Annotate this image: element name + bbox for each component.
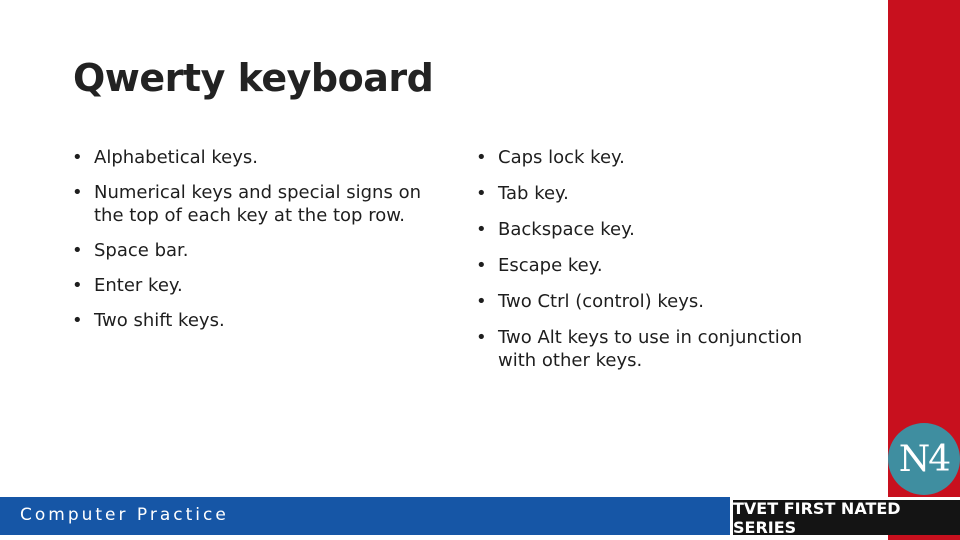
bullet-text: Numerical keys and special signs on the top of each key at the top row.	[94, 182, 421, 226]
bullet-item	[476, 290, 806, 313]
course-title: Computer Practice	[20, 505, 229, 525]
left-column	[72, 146, 422, 344]
right-column	[476, 146, 806, 385]
bullet-item	[476, 254, 806, 277]
bullet-item	[476, 218, 806, 241]
bullet-icon: •	[72, 310, 83, 331]
bullet-icon: •	[476, 183, 487, 204]
bullet-item	[72, 239, 422, 262]
bullet-icon: •	[476, 219, 487, 240]
bullet-icon: •	[72, 147, 83, 168]
left-bullet-list	[72, 146, 422, 332]
bullet-text: Two Ctrl (control) keys.	[498, 291, 704, 312]
bullet-item	[72, 146, 422, 169]
bullet-text: Alphabetical keys.	[94, 147, 258, 168]
bullet-item	[476, 326, 806, 372]
bullet-icon: •	[476, 147, 487, 168]
bullet-icon: •	[476, 291, 487, 312]
bullet-text: Tab key.	[498, 183, 569, 204]
bullet-text: Two shift keys.	[94, 310, 225, 331]
series-badge: TVET FIRST NATED SERIES	[730, 497, 960, 535]
bullet-icon: •	[72, 240, 83, 261]
bullet-icon: •	[72, 182, 83, 203]
right-bullet-list	[476, 146, 806, 372]
bullet-icon: •	[476, 255, 487, 276]
bullet-item	[476, 146, 806, 169]
bullet-item	[476, 182, 806, 205]
bullet-item	[72, 309, 422, 332]
bullet-item	[72, 274, 422, 297]
bullet-text: Space bar.	[94, 240, 189, 261]
slide-title: Qwerty keyboard	[73, 56, 434, 100]
bullet-icon: •	[476, 327, 487, 348]
bullet-item	[72, 181, 422, 227]
bullet-text: Enter key.	[94, 275, 183, 296]
bullet-text: Two Alt keys to use in conjunction with other keys.	[498, 327, 803, 371]
bullet-text: Backspace key.	[498, 219, 635, 240]
bullet-text: Caps lock key.	[498, 147, 625, 168]
n4-logo: N4	[888, 423, 960, 495]
bullet-text: Escape key.	[498, 255, 603, 276]
bullet-icon: •	[72, 275, 83, 296]
